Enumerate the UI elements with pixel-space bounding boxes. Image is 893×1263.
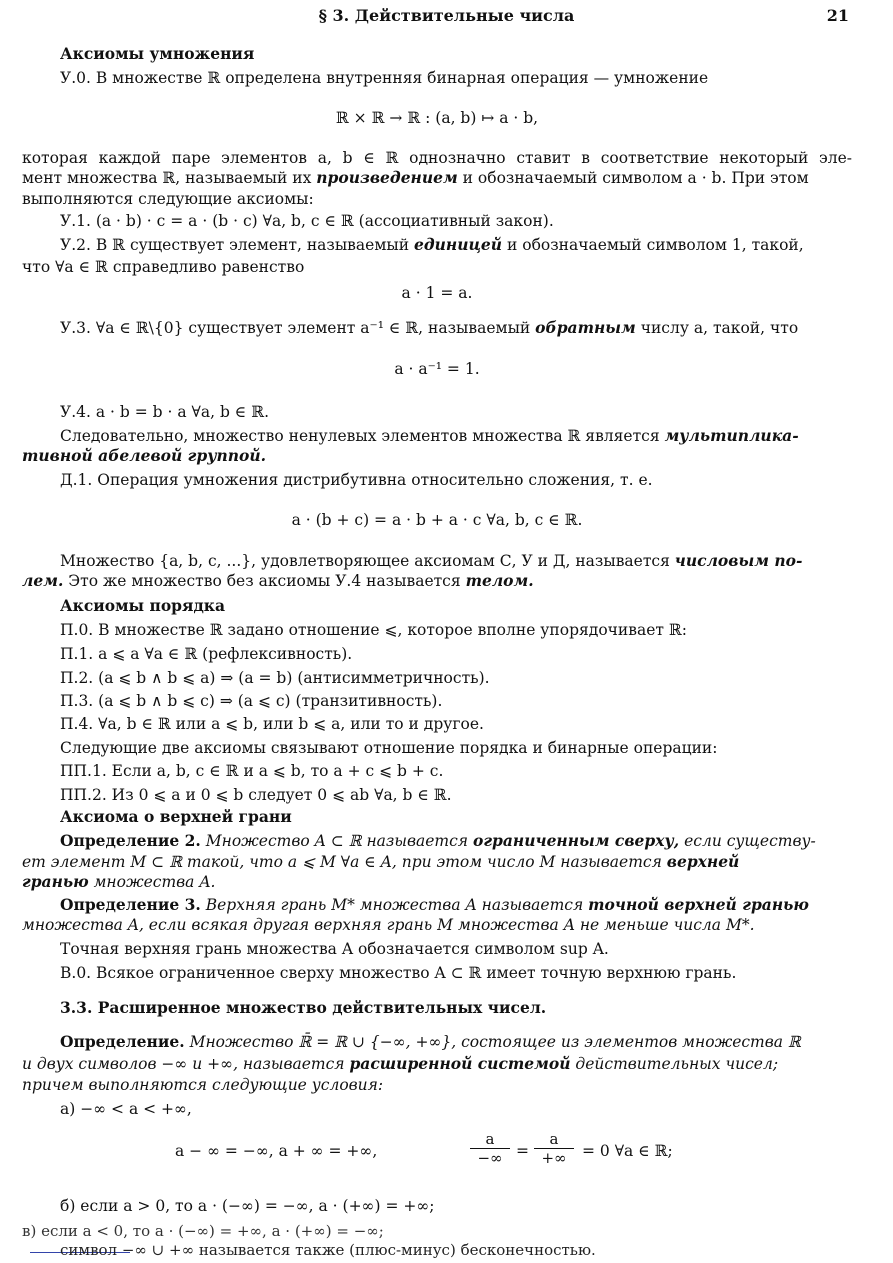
text-line: что ∀a ∈ ℝ справедливо равенство: [22, 258, 305, 276]
axiom-u1: У.1. (a · b) · c = a · (b · c) ∀a, b, c ∈ ℝ (ассоциативный закон).: [60, 212, 554, 230]
formula: a · a⁻¹ = 1.: [394, 360, 480, 378]
text-line: Точная верхняя грань множества A обозначается символом sup A.: [60, 940, 609, 958]
text-line: которая каждой паре элементов a, b ∈ ℝ однозначно ставит в соответствие некоторый эле-: [22, 149, 852, 167]
page-number: 21: [826, 6, 849, 25]
text-line: тивной абелевой группой.: [22, 446, 267, 465]
fraction-a-minus-infinity: a −∞: [470, 1130, 510, 1167]
section-title: § 3. Действительные числа: [318, 6, 575, 25]
axiom-u4: У.4. a · b = b · a ∀a, b ∈ ℝ.: [60, 403, 270, 421]
text-line: лем. Это же множество без аксиомы У.4 называется телом.: [22, 571, 534, 590]
heading-order-axioms: Аксиомы порядка: [60, 596, 226, 615]
equals-sign: =: [516, 1142, 529, 1160]
axiom-p1: П.1. a ⩽ a ∀a ∈ ℝ (рефлексивность).: [60, 645, 353, 663]
definition-3: Определение 3. Верхняя грань M* множества A называется точной верхней гранью: [60, 895, 809, 914]
axiom-u3: У.3. ∀a ∈ ℝ\{0} существует элемент a⁻¹ ∈ ℝ, называемый обратным числу a, такой, что: [60, 318, 799, 337]
axiom-pp1: ПП.1. Если a, b, c ∈ ℝ и a ⩽ b, то a + c ⩽ b + c.: [60, 762, 444, 780]
text-line: У.0. В множестве ℝ определена внутренняя бинарная операция — умножение: [60, 69, 709, 87]
footnote-cut-off: символ −∞ ∪ +∞ называется также (плюс-минус) бесконечностью.: [60, 1241, 596, 1259]
axiom-v0: В.0. Всякое ограниченное сверху множество A ⊂ ℝ имеет точную верхнюю грань.: [60, 964, 737, 982]
axiom-p0: П.0. В множестве ℝ задано отношение ⩽, которое вполне упорядочивает ℝ:: [60, 621, 687, 639]
axiom-pp2: ПП.2. Из 0 ⩽ a и 0 ⩽ b следует 0 ⩽ ab ∀a, b ∈ ℝ.: [60, 786, 452, 804]
fraction-a-plus-infinity: a +∞: [534, 1130, 574, 1167]
heading-multiplication-axioms: Аксиомы умножения: [60, 44, 255, 63]
definition-2: Определение 2. Множество A ⊂ ℝ называется ограниченным сверху, если существу-: [60, 831, 816, 850]
condition-b: б) если a > 0, то a · (−∞) = −∞, a · (+∞) = +∞;: [60, 1197, 435, 1215]
text-line: Следующие две аксиомы связывают отношение порядка и бинарные операции:: [60, 739, 718, 757]
axiom-p4: П.4. ∀a, b ∈ ℝ или a ⩽ b, или b ⩽ a, или то и другое.: [60, 715, 484, 733]
text-line: ет элемент M ⊂ ℝ такой, что a ⩽ M ∀a ∈ A, при этом число M называется верхней: [22, 852, 740, 871]
text-line: и двух символов −∞ и +∞, называется расширенной системой действительных чисел;: [22, 1054, 779, 1073]
formula-tail: = 0 ∀a ∈ ℝ;: [582, 1142, 673, 1160]
axiom-p3: П.3. (a ⩽ b ∧ b ⩽ c) ⇒ (a ⩽ c) (транзитивность).: [60, 692, 443, 710]
text-line: гранью множества A.: [22, 872, 216, 891]
formula: ℝ × ℝ → ℝ : (a, b) ↦ a · b,: [335, 109, 539, 127]
axiom-d1: Д.1. Операция умножения дистрибутивна относительно сложения, т. е.: [60, 471, 653, 489]
text-line: мент множества ℝ, называемый их произведением и обозначаемый символом a · b. При этом: [22, 168, 809, 187]
heading-supremum-axiom: Аксиома о верхней грани: [60, 807, 292, 826]
axiom-p2: П.2. (a ⩽ b ∧ b ⩽ a) ⇒ (a = b) (антисимметричность).: [60, 669, 490, 687]
axiom-u2: У.2. В ℝ существует элемент, называемый единицей и обозначаемый символом 1, такой,: [60, 235, 804, 254]
text-line: причем выполняются следующие условия:: [22, 1076, 384, 1094]
running-header: [0, 6, 893, 28]
cut-off-line: в) если a < 0, то a · (−∞) = +∞, a · (+∞) = −∞;: [22, 1222, 384, 1240]
subsection-heading: 3.3. Расширенное множество действительных чисел.: [60, 998, 547, 1017]
formula: a − ∞ = −∞, a + ∞ = +∞,: [175, 1142, 378, 1160]
text-line: множества A, если всякая другая верхняя грань M множества A не меньше числа M*.: [22, 916, 755, 934]
text-line: Следовательно, множество ненулевых элементов множества ℝ является мультиплика-: [60, 426, 799, 445]
condition-a: а) −∞ < a < +∞,: [60, 1100, 192, 1118]
text-line: выполняются следующие аксиомы:: [22, 190, 314, 208]
formula: a · (b + c) = a · b + a · c ∀a, b, c ∈ ℝ.: [291, 511, 583, 529]
text-line: Множество {a, b, c, ...}, удовлетворяющее аксиомам С, У и Д, называется числовым по-: [60, 551, 803, 570]
formula: a · 1 = a.: [401, 284, 473, 302]
definition-extended: Определение. Множество ℝ̄ = ℝ ∪ {−∞, +∞}, состоящее из элементов множества ℝ: [60, 1032, 801, 1051]
